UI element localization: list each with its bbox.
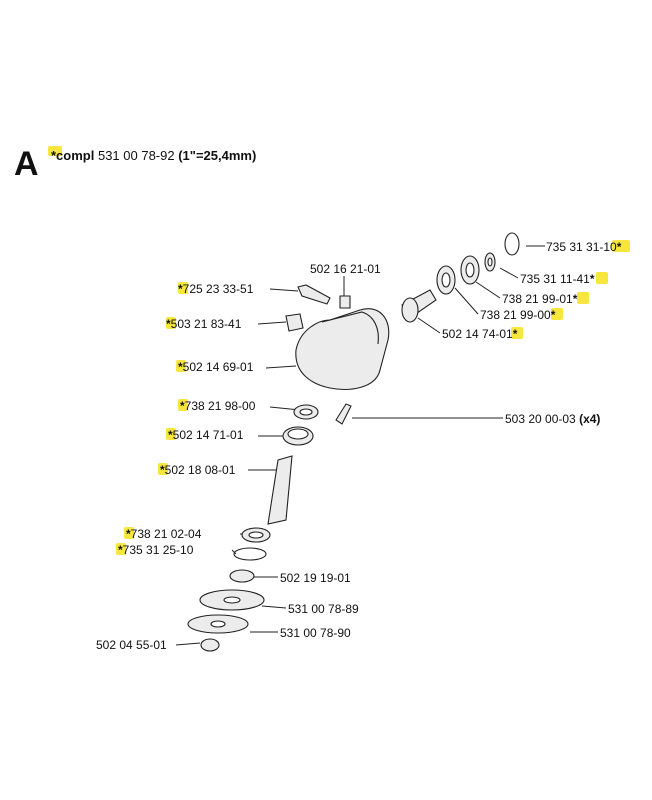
screw-x4-shape bbox=[336, 404, 351, 424]
spacer-shape bbox=[230, 570, 254, 582]
part-label-p9: *502 14 69-01 bbox=[178, 360, 254, 374]
bolt-left-shape bbox=[298, 285, 330, 304]
leader-p17 bbox=[262, 606, 286, 608]
section-letter: A bbox=[14, 145, 39, 183]
nut-shape bbox=[201, 639, 219, 651]
circlip-right-shape bbox=[505, 233, 519, 255]
leader-p2 bbox=[500, 268, 518, 278]
highlight-p2 bbox=[596, 272, 608, 284]
part-label-p2: 735 31 11-41* bbox=[520, 272, 595, 286]
part-label-p16: 502 19 19-01 bbox=[280, 571, 351, 585]
screw-top-shape bbox=[340, 296, 350, 308]
part-label-p4: 738 21 99-00* bbox=[480, 308, 556, 322]
part-label-p18: 531 00 78-90 bbox=[280, 626, 351, 640]
part-label-p7: *725 23 33-51 bbox=[178, 282, 254, 296]
assembly-title bbox=[51, 148, 256, 163]
highlight-p3 bbox=[577, 292, 589, 304]
part-label-p15: *735 31 25-10 bbox=[118, 543, 194, 557]
leader-p3 bbox=[476, 282, 500, 298]
part-label-p1: 735 31 31-10* bbox=[546, 240, 622, 254]
part-label-p12: *502 14 71-01 bbox=[168, 428, 244, 442]
part-label-p13: *502 18 08-01 bbox=[160, 463, 236, 477]
plug-shape bbox=[286, 314, 303, 331]
leader-p5 bbox=[418, 318, 440, 333]
leader-p19 bbox=[176, 643, 200, 645]
title-size: (1"=25,4mm) bbox=[178, 148, 257, 163]
part-label-p3: 738 21 99-01* bbox=[502, 292, 578, 306]
part-label-p5: 502 14 74-01* bbox=[442, 327, 518, 341]
part-label-p17: 531 00 78-89 bbox=[288, 602, 359, 616]
part-label-p8: *503 21 83-41 bbox=[166, 317, 242, 331]
output-shaft-shape bbox=[268, 456, 292, 524]
leader-p8 bbox=[258, 322, 286, 324]
part-label-p14: *738 21 02-04 bbox=[126, 527, 202, 541]
circlip-lower-shape bbox=[234, 548, 266, 560]
part-label-p11: 503 20 00-03 (x4) bbox=[505, 412, 601, 426]
part-label-p6: 502 16 21-01 bbox=[310, 262, 381, 276]
part-label-p10: *738 21 98-00 bbox=[180, 399, 256, 413]
part-label-p19: 502 04 55-01 bbox=[96, 638, 167, 652]
leader-p7 bbox=[270, 289, 298, 291]
leader-p4 bbox=[455, 288, 478, 314]
gear-housing-shape bbox=[296, 309, 389, 390]
title-number: 531 00 78-92 bbox=[97, 148, 175, 163]
title-prefix: *compl bbox=[51, 148, 95, 163]
leader-p9 bbox=[266, 366, 296, 368]
